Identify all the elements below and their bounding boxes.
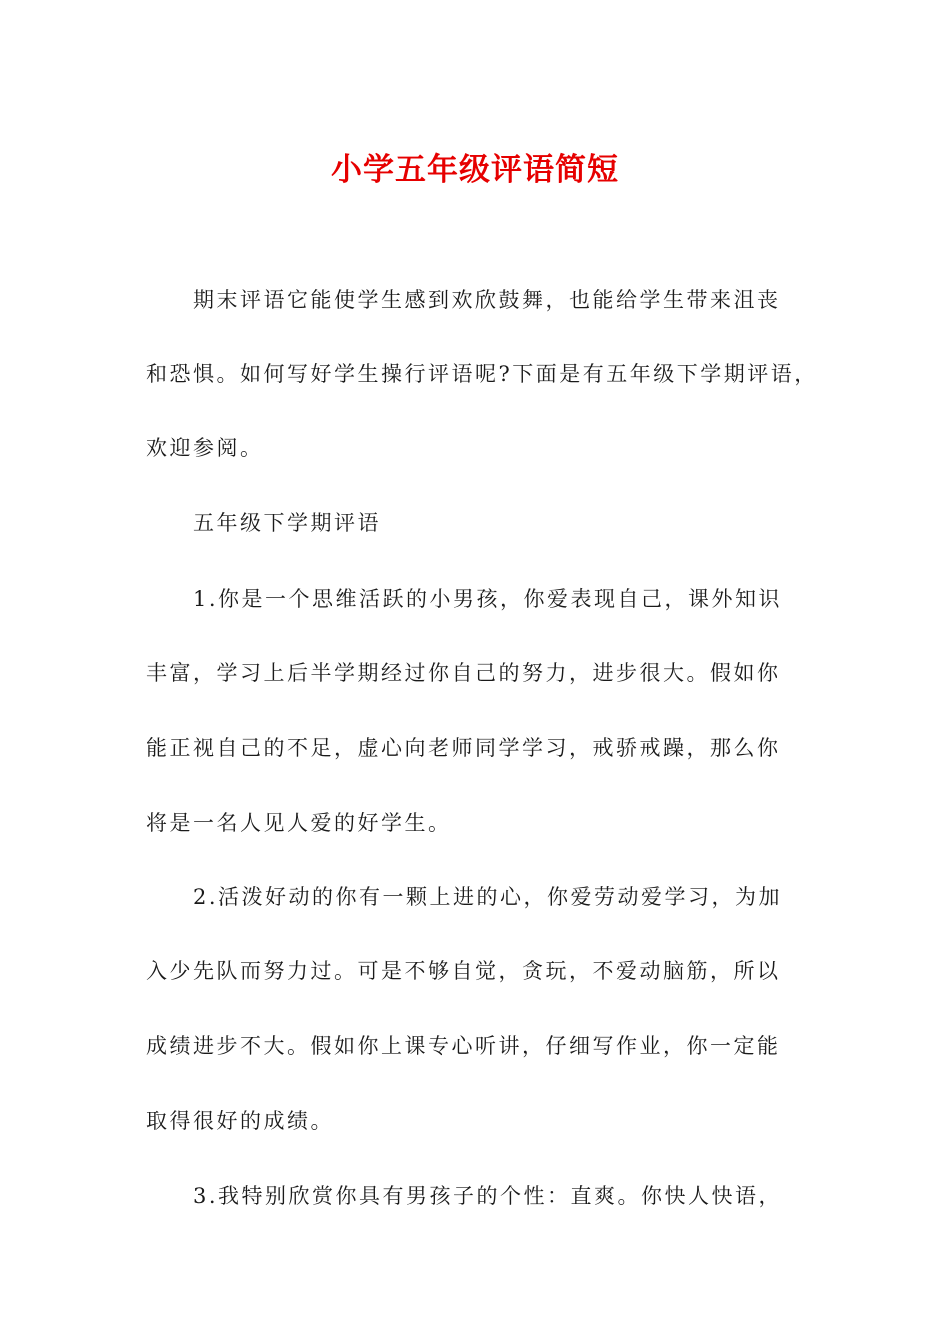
paragraph-line: 将是一名人见人爱的好学生。 xyxy=(146,811,452,835)
paragraph-line: 能正视自己的不足，虚心向老师同学学习，戒骄戒躁，那么你 xyxy=(146,736,781,760)
paragraph-line: 入少先队而努力过。可是不够自觉，贪玩，不爱动脑筋，所以 xyxy=(146,959,781,983)
paragraph-line: 2.活泼好动的你有一颗上进的心，你爱劳动爱学习，为加 xyxy=(193,885,783,909)
paragraph-line: 取得很好的成绩。 xyxy=(146,1109,334,1133)
paragraph-line: 3.我特别欣赏你具有男孩子的个性：直爽。你快人快语， xyxy=(193,1184,783,1208)
paragraph-line: 丰富，学习上后半学期经过你自己的努力，进步很大。假如你 xyxy=(146,661,781,685)
paragraph-line: 1.你是一个思维活跃的小男孩，你爱表现自己，课外知识 xyxy=(193,587,783,611)
paragraph-line: 成绩进步不大。假如你上课专心听讲，仔细写作业，你一定能 xyxy=(146,1034,781,1058)
section-heading: 五年级下学期评语 xyxy=(193,511,381,535)
paragraph-line: 和恐惧。如何写好学生操行评语呢?下面是有五年级下学期评语， xyxy=(146,362,818,386)
paragraph-line: 欢迎参阅。 xyxy=(146,436,264,460)
paragraph-line: 期末评语它能使学生感到欢欣鼓舞，也能给学生带来沮丧 xyxy=(193,288,781,312)
document-title: 小学五年级评语简短 xyxy=(331,152,619,188)
